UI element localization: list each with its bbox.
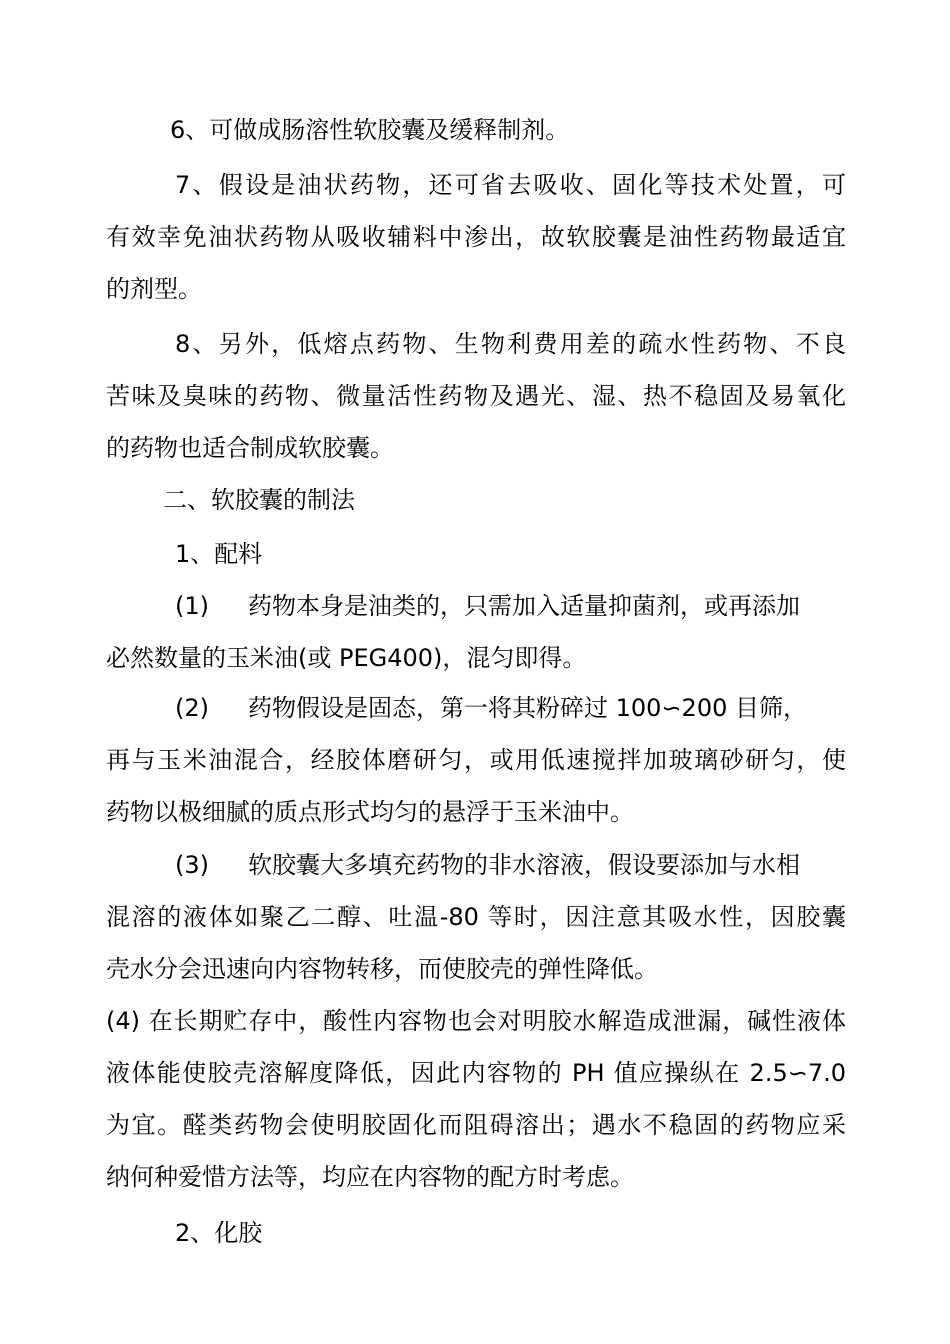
item-1-line-2: 必然数量的玉米油(或 PEG400)，混匀即得。 (106, 644, 587, 672)
paragraph-8-line-1: 8、另外，低熔点药物、生物利费用差的疏水性药物、不良 (175, 330, 846, 358)
item-3-line-3: 壳水分会迅速向内容物转移，而使胶壳的弹性降低。 (106, 955, 658, 983)
item-1-text: 药物本身是油类的，只需加入适量抑菌剂，或再添加 (248, 592, 800, 620)
item-2-line-3: 药物以极细腻的质点形式均匀的悬浮于玉米油中。 (106, 798, 634, 826)
paragraph-6: 6、可做成肠溶性软胶囊及缓释制剂。 (170, 116, 570, 144)
item-4-line-1: (4) 在长期贮存中，酸性内容物也会对明胶水解造成泄漏，碱性液体 (106, 1007, 846, 1035)
paragraph-7-line-3: 的剂型。 (106, 275, 202, 303)
item-2-line-1 (175, 693, 846, 723)
paragraph-7-line-2: 有效幸免油状药物从吸收辅料中渗出，故软胶囊是油性药物最适宜 (106, 223, 846, 251)
item-1-line-1 (175, 591, 846, 621)
item-2-text: 药物假设是固态，第一将其粉碎过 100∽200 目筛， (248, 694, 807, 722)
item-4-line-3: 为宜。醛类药物会使明胶固化而阻碍溶出；遇水不稳固的药物应采 (106, 1111, 846, 1139)
item-3-line-2: 混溶的液体如聚乙二醇、吐温-80 等时，因注意其吸水性，因胶囊 (106, 903, 846, 931)
item-2-number: (2) (175, 694, 209, 722)
item-4-line-2: 液体能使胶壳溶解度降低，因此内容物的 PH 值应操纵在 2.5∽7.0 (106, 1059, 846, 1087)
paragraph-8-line-3: 的药物也适合制成软胶囊。 (106, 434, 394, 462)
paragraph-8-line-2: 苦味及臭味的药物、微量活性药物及遇光、湿、热不稳固及易氧化 (106, 382, 846, 410)
item-3-number: (3) (175, 851, 209, 879)
item-1-number: (1) (175, 592, 209, 620)
subheading-2: 2、化胶 (175, 1219, 263, 1247)
item-2-line-2: 再与玉米油混合，经胶体磨研匀，或用低速搅拌加玻璃砂研匀，使 (106, 746, 846, 774)
item-4-line-4: 纳何种爱惜方法等，均应在内容物的配方时考虑。 (106, 1163, 634, 1191)
paragraph-7-line-1: 7、假设是油状药物，还可省去吸收、固化等技术处置，可 (175, 171, 846, 199)
item-3-text: 软胶囊大多填充药物的非水溶液，假设要添加与水相 (248, 851, 800, 879)
item-3-line-1 (175, 850, 846, 880)
section-heading-2: 二、软胶囊的制法 (163, 486, 355, 514)
subheading-1: 1、配料 (175, 540, 263, 568)
